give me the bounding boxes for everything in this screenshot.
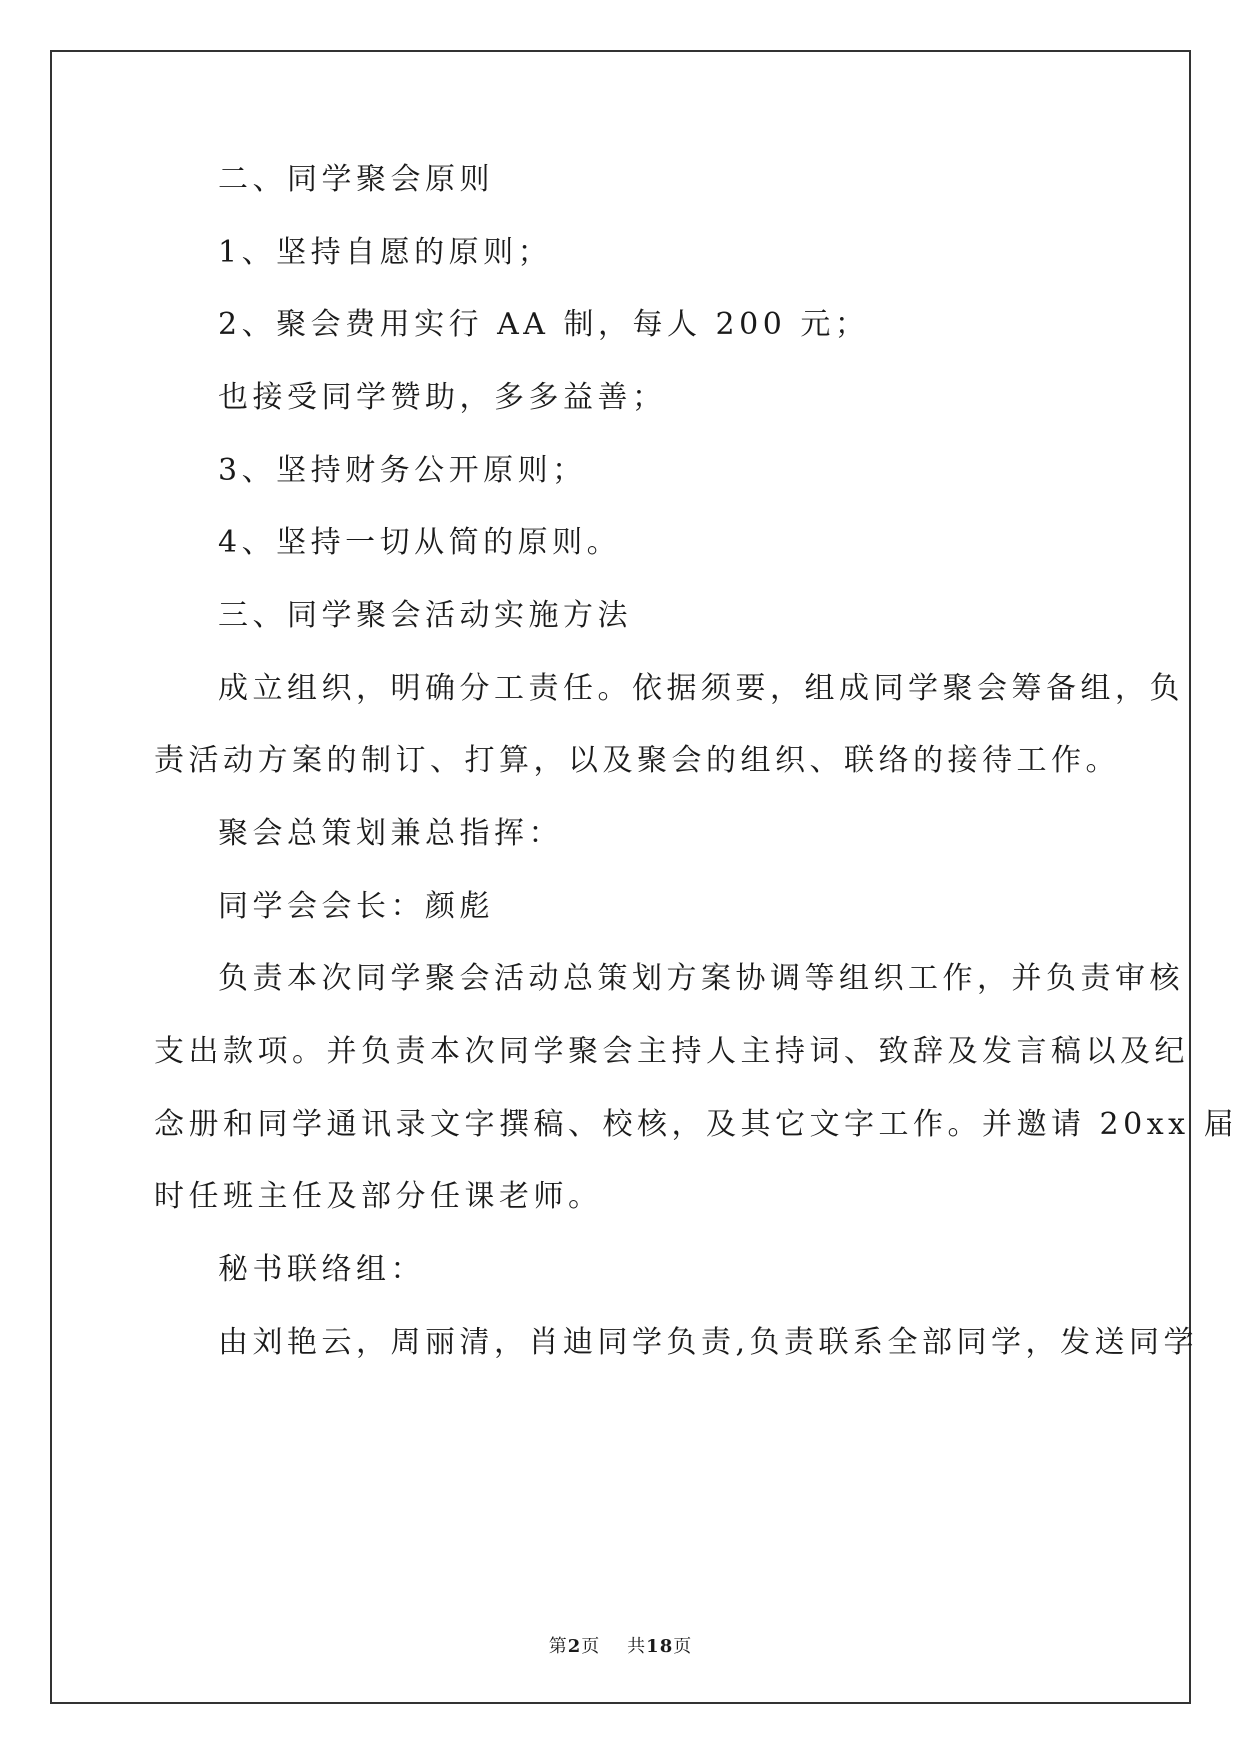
page-suffix: 页 — [581, 1636, 601, 1657]
page-prefix: 第 — [548, 1636, 568, 1657]
secretary-group-label: 秘书联络组： — [218, 1252, 425, 1287]
total-pages: 18 — [646, 1636, 674, 1657]
page-number: 2 — [567, 1636, 582, 1657]
principle-item-2: 2、聚会费用实行 AA 制，每人 200 元； — [218, 307, 870, 342]
paragraph-duties-line-2: 支出款项。并负责本次同学聚会主持人主持词、致辞及发言稿以及纪 — [154, 1034, 1189, 1069]
principle-item-3: 3、坚持财务公开原则； — [218, 453, 587, 488]
paragraph-duties-line-3: 念册和同学通讯录文字撰稿、校核，及其它文字工作。并邀请 20xx 届 — [154, 1107, 1239, 1142]
paragraph-duties-line-1: 负责本次同学聚会活动总策划方案协调等组织工作，并负责审核 — [218, 961, 1184, 996]
page-border — [50, 50, 1191, 1704]
principle-item-1: 1、坚持自愿的原则； — [218, 235, 553, 270]
chief-planner-label: 聚会总策划兼总指挥： — [218, 816, 563, 851]
section-heading-principles: 二、同学聚会原则 — [218, 162, 494, 197]
chief-planner-name: 同学会会长：颜彪 — [218, 889, 494, 924]
total-prefix: 共 — [627, 1636, 647, 1657]
principle-item-4: 4、坚持一切从简的原则。 — [218, 525, 622, 560]
principle-item-2-cont: 也接受同学赞助，多多益善； — [218, 380, 667, 415]
paragraph-organization-line-1: 成立组织，明确分工责任。依据须要，组成同学聚会筹备组，负 — [218, 671, 1184, 706]
total-suffix: 页 — [673, 1636, 693, 1657]
secretary-group-paragraph: 由刘艳云，周丽清，肖迪同学负责,负责联系全部同学，发送同学 — [218, 1325, 1199, 1360]
page-footer — [0, 1632, 1241, 1658]
section-heading-methods: 三、同学聚会活动实施方法 — [218, 598, 632, 633]
paragraph-organization-line-2: 责活动方案的制订、打算，以及聚会的组织、联络的接待工作。 — [154, 743, 1120, 778]
paragraph-duties-line-4: 时任班主任及部分任课老师。 — [154, 1179, 603, 1214]
